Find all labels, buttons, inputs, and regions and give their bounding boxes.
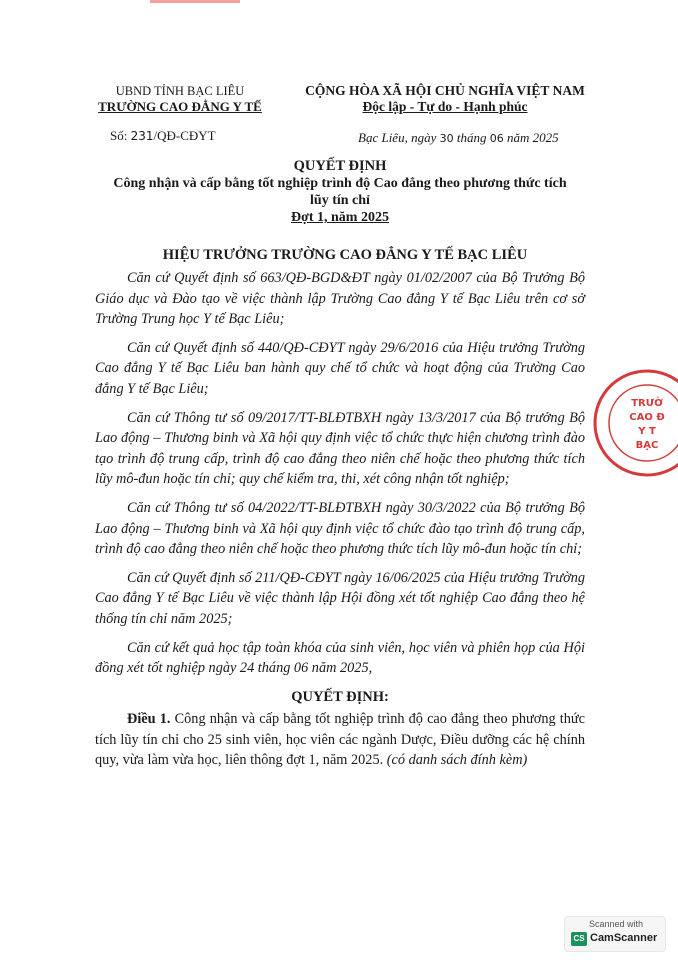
decision-heading: QUYẾT ĐỊNH: [291,688,389,705]
article-1 [95,709,585,771]
place-and-date [358,130,559,146]
legal-ground: Căn cứ Quyết định số 440/QĐ-CĐYT ngày 29/6/2016 của Hiệu trưởng Trường Cao đẳng Y tế Bạc Liêu ban hành quy chế tổ chức và hoạt động của Trường Cao đẳng Y tế Bạc Liêu; [95,339,585,397]
legal-ground: Căn cứ kết quả học tập toàn khóa của sinh viên, học viên và phiên họp của Hội đồng xét tốt nghiệp ngày 24 tháng 06 năm 2025, [95,639,585,677]
country-name: CỘNG HÒA XÃ HỘI CHỦ NGHĨA VIỆT NAM [305,83,585,98]
legal-ground: Căn cứ Thông tư số 09/2017/TT-BLĐTBXH ngày 13/3/2017 của Bộ trưởng Bộ Lao động – Thương binh và Xã hội quy định việc tổ chức thực hiện chương trình đào tạo trình độ trung cấp, trình độ cao đẳng theo niên chế hoặc theo phương thức tích lũy mô-đun hoặc tín chỉ; quy chế kiểm tra, thi, xét công nhận tốt nghiệp; [95,409,585,488]
date-year: năm 2025 [503,130,559,145]
legal-ground: Căn cứ Quyết định số 663/QĐ-BGD&ĐT ngày 01/02/2007 của Bộ Trưởng Bộ Giáo dục và Đào tạo về việc thành lập Trường Cao đẳng Y tế Bạc Liêu trên cơ sở Trường Trung học Y tế Bạc Liêu; [95,270,585,328]
title-type: QUYẾT ĐỊNH [293,158,387,174]
title-subject-1: Công nhận và cấp bằng tốt nghiệp trình độ Cao đẳng theo phương thức tích [113,176,567,191]
doc-number-prefix: Số: [110,128,131,143]
date-month: 06 [489,132,504,145]
date-day: 30 [439,132,454,145]
article-1-note: (có danh sách đính kèm) [386,752,528,769]
stamp-line-1: TRƯỜ [631,398,663,409]
title-round: Đợt 1, năm 2025 [291,210,389,225]
top-edge-mark [150,0,240,3]
scanner-brand: CamScanner [590,932,658,944]
decision-title [110,158,570,226]
stamp-line-2: CAO Đ [629,412,665,423]
title-subject-2: lũy tín chỉ [310,193,370,208]
red-seal-stamp [592,368,678,478]
doc-number-suffix: /QĐ-CĐYT [153,128,216,143]
agency-school: TRƯỜNG CAO ĐẲNG Y TẾ [98,99,262,114]
issuing-authority: HIỆU TRƯỞNG TRƯỜNG CAO ĐẲNG Y TẾ BẠC LIÊU [162,247,528,263]
scanner-label: Scanned with [588,919,644,929]
motto-line: Độc lập - Tự do - Hạnh phúc [362,99,528,114]
agency-org: UBND TỈNH BẠC LIÊU [115,84,245,98]
doc-number-handwritten: 231 [130,129,154,143]
document-number [110,128,216,144]
article-1-label: Điều 1. [127,711,171,728]
article-1-text: Công nhận và cấp bằng tốt nghiệp trình độ cao đẳng theo phương thức tích lũy tín chỉ cho 25 sinh viên, học viên các ngành Dược, Điều dưỡng các hệ chính quy, vừa làm vừa học, liên thông đợt 1, năm 2025. [95,711,585,769]
stamp-line-4: BẠC [635,440,659,451]
camscanner-watermark [564,916,666,952]
place: Bạc Liêu, ngày [358,130,440,145]
camscanner-logo-icon: CS [571,932,587,946]
month-label: tháng [453,130,490,145]
document-body [95,268,585,771]
issuing-agency [90,83,270,115]
legal-ground: Căn cứ Thông tư số 04/2022/TT-BLĐTBXH ngày 30/3/2022 của Bộ trưởng Bộ Lao động – Thương binh và Xã hội quy định việc tổ chức đào tạo trình độ trung cấp, trình độ cao đẳng theo niên chế hoặc theo phương thức tích lũy mô-đun hoặc tín chỉ; [95,499,585,558]
stamp-line-3: Y T [638,426,656,437]
national-motto [285,83,605,115]
legal-ground: Căn cứ Quyết định số 211/QĐ-CĐYT ngày 16/06/2025 của Hiệu trưởng Trường Cao đẳng Y tế Bạc Liêu về việc thành lập Hội đồng xét tốt nghiệp Cao đẳng theo hệ thống tín chỉ năm 2025; [95,569,585,627]
